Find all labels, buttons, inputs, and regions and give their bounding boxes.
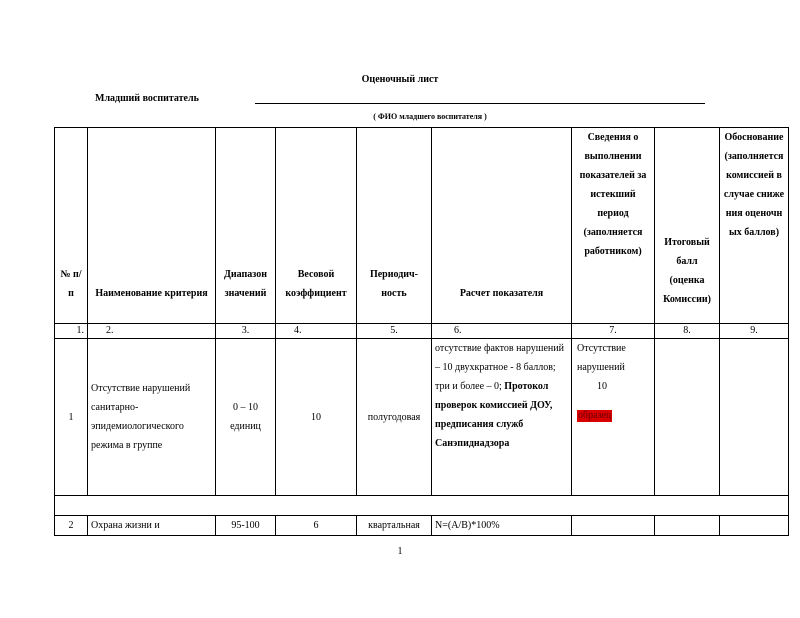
col-number-2: 2. — [88, 324, 216, 339]
header-calc: Расчет показателя — [432, 128, 572, 324]
header-total: Итоговый балл (оценка Комиссии) — [655, 128, 720, 324]
row-2-num: 2 — [55, 516, 88, 536]
row-1-weight: 10 — [276, 339, 357, 496]
spacer-cell — [55, 496, 789, 516]
row-1-calc-rules: отсутствие фактов нарушений – 10 двухкратное - 8 баллов; три и более – 0; — [435, 343, 564, 392]
criteria-table — [54, 127, 789, 536]
header-weight: Весовой коэффициент — [276, 128, 357, 324]
row-1-basis[interactable] — [720, 339, 789, 496]
col-number-4: 4. — [276, 324, 357, 339]
table-row — [55, 516, 789, 536]
row-1-info-text: Отсутствие нарушений — [577, 343, 626, 373]
col-number-5: 5. — [357, 324, 432, 339]
table-row — [55, 339, 789, 496]
fio-caption: ( ФИО младшего воспитателя ) — [373, 112, 487, 121]
row-1-info[interactable] — [572, 339, 655, 496]
row-1-calc — [432, 339, 572, 496]
role-label: Младший воспитатель — [95, 93, 199, 104]
row-1-name: Отсутствие нарушений санитарно-эпидемиологического режима в группе — [88, 339, 216, 496]
document-title: Оценочный лист — [361, 74, 439, 85]
row-1-calc-source: Протокол проверок комиссией ДОУ, предписания служб Санэпиднадзора — [435, 381, 553, 449]
col-number-7: 7. — [572, 324, 655, 339]
row-2-info[interactable] — [572, 516, 655, 536]
column-number-row — [55, 324, 789, 339]
header-name: Наименование критерия — [88, 128, 216, 324]
fio-input-line[interactable] — [255, 103, 705, 104]
page-number: 1 — [397, 546, 403, 557]
row-2-weight: 6 — [276, 516, 357, 536]
sample-stamp: образец — [578, 410, 612, 421]
header-info: Сведения о выполнении показателей за истекший период (заполняется работником) — [572, 128, 655, 324]
header-num: № п/п — [55, 128, 88, 324]
header-row — [55, 128, 789, 324]
header-period: Периодич-ность — [357, 128, 432, 324]
row-1-range: 0 – 10 единиц — [216, 339, 276, 496]
row-1-info-value: 10 — [597, 381, 607, 392]
col-number-8: 8. — [655, 324, 720, 339]
col-number-9: 9. — [720, 324, 789, 339]
row-2-period: квартальная — [357, 516, 432, 536]
row-1-num: 1 — [55, 339, 88, 496]
row-2-basis[interactable] — [720, 516, 789, 536]
row-1-period: полугодовая — [357, 339, 432, 496]
row-2-range: 95-100 — [216, 516, 276, 536]
header-range: Диапазон значений — [216, 128, 276, 324]
row-2-calc: N=(A/B)*100% — [432, 516, 572, 536]
row-2-total[interactable] — [655, 516, 720, 536]
col-number-1: 1. — [55, 324, 88, 339]
col-number-3: 3. — [216, 324, 276, 339]
header-basis: Обоснование (заполняется комиссией в случае снижения оценочных баллов) — [720, 128, 789, 324]
spacer-row — [55, 496, 789, 516]
row-2-name: Охрана жизни и — [88, 516, 216, 536]
col-number-6: 6. — [432, 324, 572, 339]
row-1-total[interactable] — [655, 339, 720, 496]
